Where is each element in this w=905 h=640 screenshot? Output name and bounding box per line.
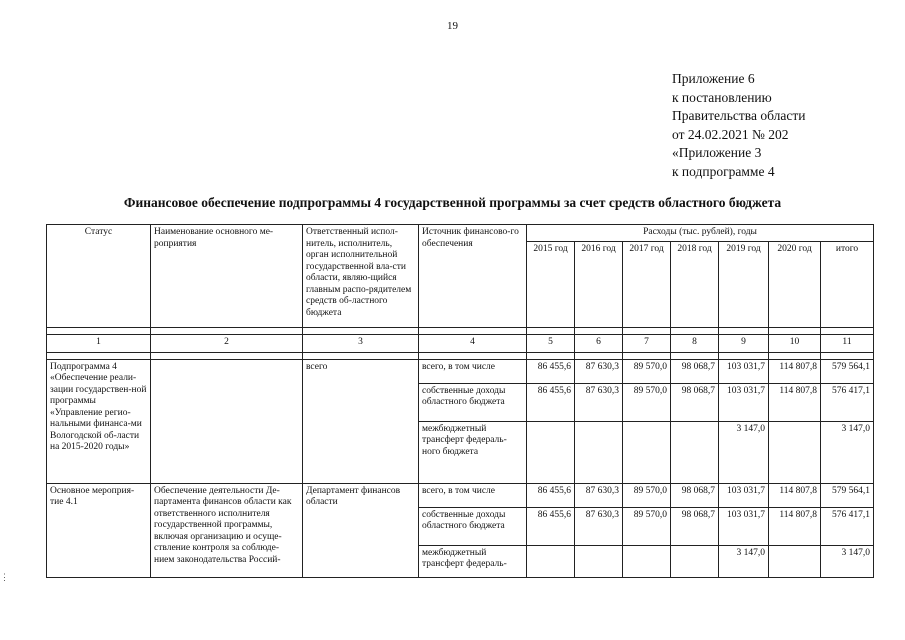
appendix-line: от 24.02.2021 № 202 [672,126,789,142]
scan-edge-mark: ⋮ [0,572,9,582]
table-body [47,225,874,578]
separator-row [47,352,874,359]
value-cell: 3 147,0 [821,421,874,483]
separator-cell [671,352,719,359]
column-index-row [47,334,874,352]
value-cell [671,545,719,577]
value-cell: 579 564,1 [821,359,874,383]
value-cell [769,545,821,577]
source-cell: собственные доходы областного бюджета [419,507,527,545]
table-row [47,359,874,383]
value-cell [527,545,575,577]
value-cell: 576 417,1 [821,507,874,545]
source-cell: собственные доходы областного бюджета [419,383,527,421]
separator-cell [151,327,303,334]
separator-row [47,327,874,334]
header-year: 2020 год [769,241,821,327]
separator-cell [769,327,821,334]
header-row [47,225,874,242]
separator-cell [769,352,821,359]
value-cell: 103 031,7 [719,507,769,545]
appendix-line: к постановлению [672,89,772,105]
column-index-cell: 11 [821,334,874,352]
page-number: 19 [447,20,458,32]
column-index-cell: 4 [419,334,527,352]
column-index-cell: 9 [719,334,769,352]
header-year: 2017 год [623,241,671,327]
appendix-block [672,70,805,181]
measure-name-cell: Обеспечение деятельности Де-партамента финансов области как ответственного исполнителя государственной программы, включая организацию и осуще-ствление контроля за соблюде-нием законодательства Россий- [151,483,303,577]
value-cell [575,545,623,577]
value-cell [623,545,671,577]
value-cell: 579 564,1 [821,483,874,507]
financing-table [46,224,874,578]
header-executor: Ответственный испол-нитель, исполнитель, орган исполнительной государственной вла-сти области, являю-щийся главным распо-рядителем средств об-ластного бюджета [303,225,419,328]
header-year: 2018 год [671,241,719,327]
executor-cell: Департамент финансов области [303,483,419,577]
header-source: Источник финансово-го обеспечения [419,225,527,328]
column-index-cell: 10 [769,334,821,352]
value-cell: 114 807,8 [769,507,821,545]
status-cell: Основное мероприя-тие 4.1 [47,483,151,577]
separator-cell [151,352,303,359]
separator-cell [623,327,671,334]
measure-name-cell [151,359,303,483]
value-cell: 89 570,0 [623,507,671,545]
value-cell: 576 417,1 [821,383,874,421]
status-cell: Подпрограмма 4 «Обеспечение реали-зации государствен-ной программы «Управление регио-нальными финанса-ми Вологодской об-ласти на 2015-2020 годы» [47,359,151,483]
column-index-cell: 1 [47,334,151,352]
appendix-line: «Приложение 3 [672,145,762,160]
separator-cell [527,352,575,359]
value-cell: 114 807,8 [769,483,821,507]
column-index-cell: 3 [303,334,419,352]
separator-cell [821,352,874,359]
separator-cell [47,327,151,334]
separator-cell [419,352,527,359]
value-cell: 103 031,7 [719,359,769,383]
separator-cell [575,327,623,334]
column-index-cell: 2 [151,334,303,352]
value-cell: 114 807,8 [769,383,821,421]
column-index-cell: 8 [671,334,719,352]
value-cell: 98 068,7 [671,383,719,421]
value-cell: 98 068,7 [671,483,719,507]
header-name: Наименование основного ме-роприятия [151,225,303,328]
value-cell: 89 570,0 [623,383,671,421]
value-cell: 87 630,3 [575,507,623,545]
source-cell: всего, в том числе [419,483,527,507]
column-index-cell: 5 [527,334,575,352]
value-cell [769,421,821,483]
header-year: 2019 год [719,241,769,327]
separator-cell [47,352,151,359]
value-cell: 3 147,0 [719,545,769,577]
column-index-cell: 7 [623,334,671,352]
separator-cell [527,327,575,334]
executor-cell: всего [303,359,419,483]
header-year: 2015 год [527,241,575,327]
value-cell: 87 630,3 [575,359,623,383]
value-cell: 86 455,6 [527,483,575,507]
value-cell: 114 807,8 [769,359,821,383]
value-cell: 86 455,6 [527,507,575,545]
value-cell [527,421,575,483]
value-cell [575,421,623,483]
source-cell: всего, в том числе [419,359,527,383]
separator-cell [419,327,527,334]
value-cell: 86 455,6 [527,359,575,383]
value-cell: 89 570,0 [623,483,671,507]
header-status: Статус [47,225,151,328]
appendix-line: к подпрограмме 4 [672,163,775,179]
value-cell [623,421,671,483]
value-cell: 103 031,7 [719,483,769,507]
value-cell: 98 068,7 [671,507,719,545]
separator-cell [303,327,419,334]
value-cell: 87 630,3 [575,483,623,507]
source-cell: межбюджетный трансферт федераль-ного бюджета [419,421,527,483]
document-title: Финансовое обеспечение подпрограммы 4 государственной программы за счет средств областного бюджета [123,195,782,210]
separator-cell [821,327,874,334]
separator-cell [719,352,769,359]
value-cell: 103 031,7 [719,383,769,421]
value-cell [671,421,719,483]
separator-cell [719,327,769,334]
separator-cell [575,352,623,359]
value-cell: 3 147,0 [719,421,769,483]
value-cell: 89 570,0 [623,359,671,383]
value-cell: 3 147,0 [821,545,874,577]
source-cell: межбюджетный трансферт федераль- [419,545,527,577]
separator-cell [303,352,419,359]
column-index-cell: 6 [575,334,623,352]
header-total: итого [821,241,874,327]
value-cell: 98 068,7 [671,359,719,383]
value-cell: 86 455,6 [527,383,575,421]
separator-cell [671,327,719,334]
appendix-line: Правительства области [672,108,806,123]
separator-cell [623,352,671,359]
appendix-line: Приложение 6 [672,71,755,86]
table-row [47,483,874,507]
header-expenses: Расходы (тыс. рублей), годы [527,225,874,242]
value-cell: 87 630,3 [575,383,623,421]
header-year: 2016 год [575,241,623,327]
